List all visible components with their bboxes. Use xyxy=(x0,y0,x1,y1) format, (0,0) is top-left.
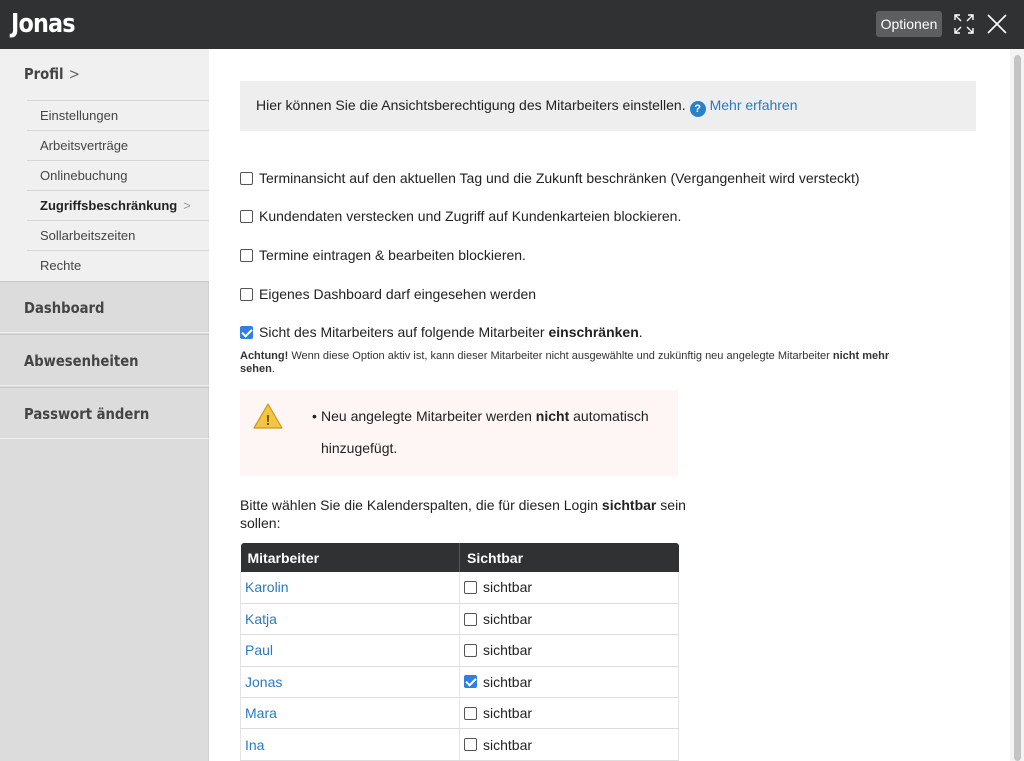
visible-cell xyxy=(460,572,679,603)
table-row xyxy=(241,666,679,697)
visible-toggle[interactable] xyxy=(464,705,678,721)
sidebar-item-label: Abwesenheiten xyxy=(24,352,139,370)
achtung-note: Achtung! Wenn diese Option aktiv ist, kann dieser Mitarbeiter nicht ausgewählte und zukünftig neu angelegte Mitarbeiter nicht mehr sehen. xyxy=(240,350,890,375)
header-bar xyxy=(0,0,1024,49)
sidebar-item-profil[interactable] xyxy=(24,65,80,83)
checkbox-checked[interactable] xyxy=(464,675,477,688)
sidebar-item-profil-label: Profil xyxy=(24,65,64,83)
staff-name-link[interactable]: Paul xyxy=(241,635,460,666)
sidebar-item-abwesenheiten[interactable] xyxy=(0,334,209,386)
select-instructions: Bitte wählen Sie die Kalenderspalten, die für diesen Login sichtbar sein sollen: xyxy=(240,497,686,531)
chevron-right-icon: > xyxy=(68,65,80,83)
visible-cell xyxy=(460,729,679,760)
sidebar-subitem-label: Onlinebuchung xyxy=(40,168,128,183)
staff-name-link[interactable]: Jonas xyxy=(241,666,460,697)
checkbox-checked[interactable] xyxy=(240,326,253,339)
visible-cell xyxy=(460,698,679,729)
close-icon[interactable] xyxy=(986,13,1008,35)
table-row xyxy=(241,635,679,666)
option-termine-blockieren[interactable] xyxy=(240,247,526,263)
staff-name-link[interactable]: Katja xyxy=(241,603,460,634)
option-label: Termine eintragen & bearbeiten blockieren. xyxy=(259,247,526,263)
staff-name-link[interactable]: Karolin xyxy=(241,572,460,603)
sidebar-subitem-onlinebuchung[interactable] xyxy=(27,160,209,190)
option-sicht-einschraenken[interactable] xyxy=(240,324,643,340)
visible-toggle[interactable] xyxy=(464,579,678,595)
table-row xyxy=(241,698,679,729)
sidebar-item-label: Passwort ändern xyxy=(24,405,150,423)
visible-label: sichtbar xyxy=(483,705,533,722)
option-terminansicht[interactable] xyxy=(240,170,860,186)
options-button[interactable]: Optionen xyxy=(876,11,942,37)
svg-text:!: ! xyxy=(265,412,271,429)
sidebar-item-label: Dashboard xyxy=(24,299,105,317)
expand-icon[interactable] xyxy=(953,13,975,35)
checkbox[interactable] xyxy=(464,707,477,720)
checkbox[interactable] xyxy=(464,613,477,626)
option-label: Sicht des Mitarbeiters auf folgende Mitarbeiter einschränken. xyxy=(259,324,643,340)
sidebar-subitem-arbeitsvertraege[interactable] xyxy=(27,130,209,160)
visible-toggle[interactable] xyxy=(464,674,678,690)
option-dashboard[interactable] xyxy=(240,286,536,302)
staff-name-link[interactable]: Mara xyxy=(241,698,460,729)
profil-section xyxy=(0,49,209,281)
option-label: Terminansicht auf den aktuellen Tag und die Zukunft beschränken (Vergangenheit wird versteckt) xyxy=(259,170,860,186)
checkbox[interactable] xyxy=(240,249,253,262)
staff-name-link[interactable]: Ina xyxy=(241,729,460,760)
warning-icon xyxy=(252,402,284,430)
help-icon[interactable]: ? xyxy=(690,101,706,117)
table-row xyxy=(241,572,679,603)
visible-cell xyxy=(460,603,679,634)
scrollbar-thumb[interactable] xyxy=(1014,55,1021,761)
visible-label: sichtbar xyxy=(483,611,533,628)
option-label: Eigenes Dashboard darf eingesehen werden xyxy=(259,286,537,302)
sidebar-subitem-sollarbeitszeiten[interactable] xyxy=(27,220,209,250)
checkbox[interactable] xyxy=(464,581,477,594)
scrollbar[interactable] xyxy=(1010,49,1024,761)
column-header-sichtbar: Sichtbar xyxy=(460,543,679,572)
checkbox[interactable] xyxy=(240,172,253,185)
visible-label: sichtbar xyxy=(483,642,533,659)
info-text: Hier können Sie die Ansichtsberechtigung des Mitarbeiters einstellen. xyxy=(256,97,686,113)
sidebar-subitem-label: Rechte xyxy=(40,258,82,273)
sidebar-subitem-label: Sollarbeitszeiten xyxy=(40,228,136,243)
warning-box xyxy=(240,390,678,476)
checkbox[interactable] xyxy=(464,644,477,657)
sidebar xyxy=(0,49,209,761)
sidebar-subitem-zugriffsbeschraenkung[interactable] xyxy=(27,190,209,220)
visible-cell xyxy=(460,666,679,697)
sidebar-item-passwort[interactable] xyxy=(0,387,209,439)
table-row xyxy=(241,603,679,634)
sidebar-subitem-einstellungen[interactable] xyxy=(27,100,209,130)
window-title: Jonas xyxy=(11,9,75,39)
visible-label: sichtbar xyxy=(483,673,533,690)
staff-visibility-table xyxy=(240,543,679,761)
checkbox[interactable] xyxy=(240,288,253,301)
sidebar-subitem-label: Arbeitsverträge xyxy=(40,138,129,153)
visible-label: sichtbar xyxy=(483,579,533,596)
option-kundendaten[interactable] xyxy=(240,208,681,224)
visible-toggle[interactable] xyxy=(464,642,678,658)
column-header-mitarbeiter: Mitarbeiter xyxy=(241,543,460,572)
visible-toggle[interactable] xyxy=(464,611,678,627)
warning-bullet: • xyxy=(312,408,317,424)
checkbox[interactable] xyxy=(240,210,253,223)
mehr-erfahren-link[interactable]: Mehr erfahren xyxy=(709,97,798,113)
chevron-right-icon: > xyxy=(183,198,191,213)
visible-label: sichtbar xyxy=(483,736,533,753)
info-box xyxy=(240,81,976,131)
sidebar-subitem-label: Zugriffsbeschränkung xyxy=(40,198,178,213)
visible-cell xyxy=(460,635,679,666)
table-row xyxy=(241,729,679,760)
sidebar-item-dashboard[interactable] xyxy=(0,281,209,333)
sidebar-subitem-label: Einstellungen xyxy=(40,108,119,123)
checkbox[interactable] xyxy=(464,738,477,751)
sidebar-subitem-rechte[interactable] xyxy=(27,250,209,280)
option-label: Kundendaten verstecken und Zugriff auf Kundenkarteien blockieren. xyxy=(259,208,682,224)
visible-toggle[interactable] xyxy=(464,737,678,753)
warning-text: Neu angelegte Mitarbeiter werden nicht automatisch hinzugefügt. xyxy=(321,408,649,456)
